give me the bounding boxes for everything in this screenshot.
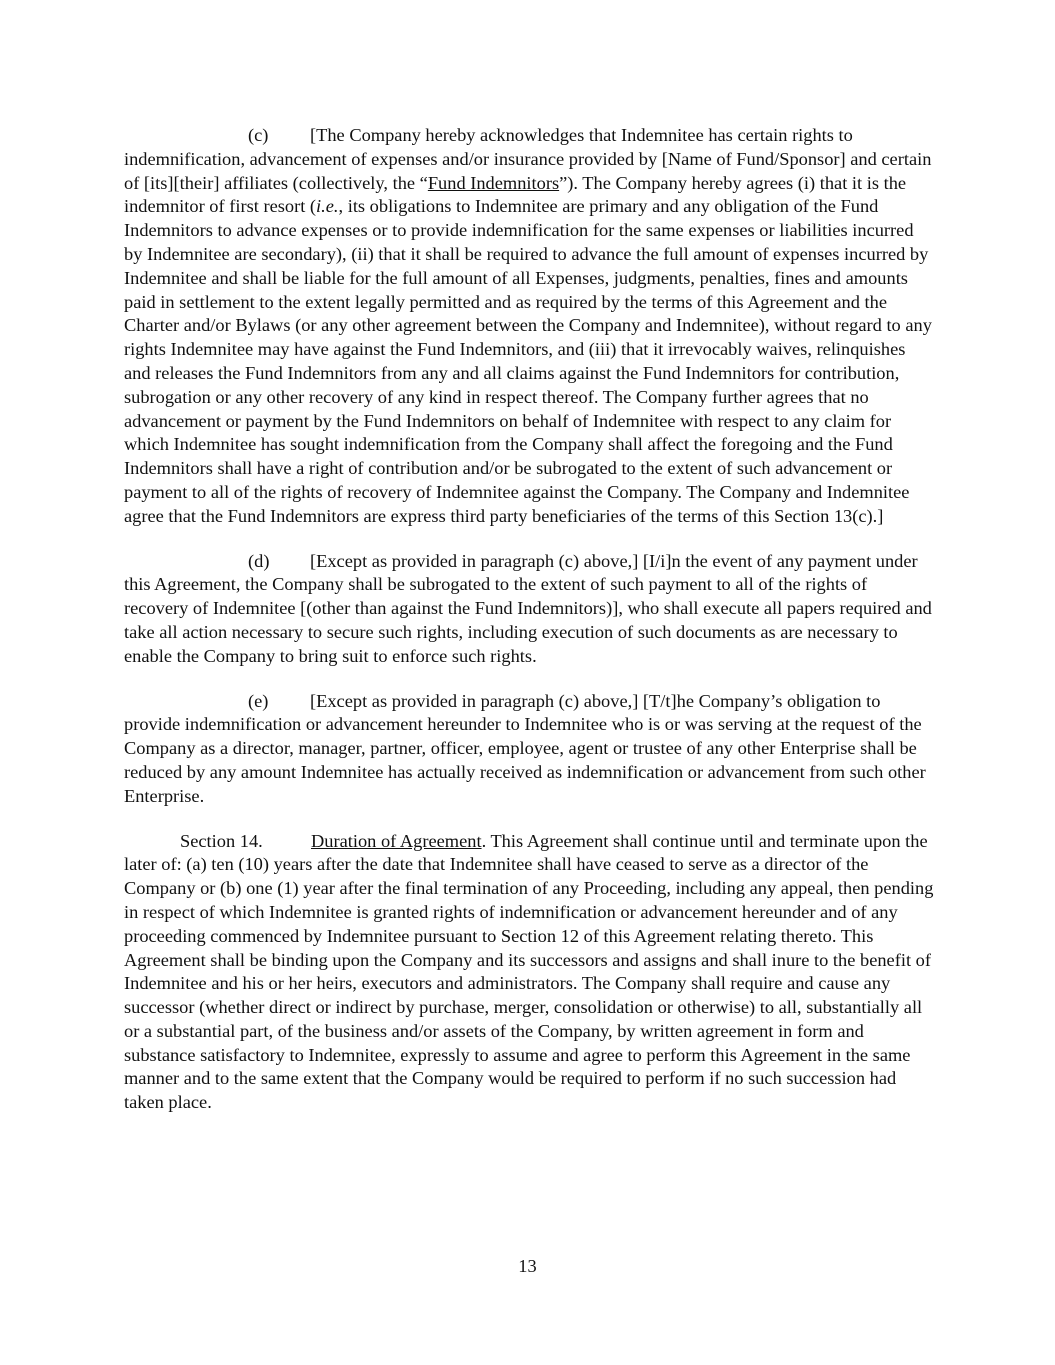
paragraph-text: [The Company hereby acknowledges that Indemnitee has certain rights to indemnification, advancement of expenses and/or insurance provided by [Name of Fund/Sponsor] and certain of [its][their] affiliates (collectively, the “ (124, 125, 932, 193)
paragraph-label: (e) (248, 690, 269, 711)
defined-term: Fund Indemnitors (427, 172, 560, 193)
paragraph-text: ”). The Company hereby agrees (i) that it is the indemnitor of first resort ( (124, 172, 907, 217)
paragraph-label: (c) (248, 125, 269, 145)
italic-abbreviation: i.e. (316, 196, 339, 217)
paragraph-13c (124, 124, 934, 529)
paragraph-text: [Except as provided in paragraph (c) above,] [I/i]n the event of any payment under this Agreement, the Company shall be subrogated to the extent of such payment to all of the rights of recovery of Indemnitee [(other than against the Fund Indemnitors)], who shall execute all papers required and take all action necessary to secure such rights, including execution of such documents as are necessary to enable the Company to bring suit to enforce such rights. (124, 550, 932, 666)
section-label: Section 14. (180, 830, 263, 851)
section-14 (124, 830, 934, 1116)
section-text: . This Agreement shall continue until and terminate upon the later of: (a) ten (10) years after the date that Indemnitee shall have ceased to serve as a director of the Company or (b) one (1) year after the final termination of any Proceeding, including any appeal, then pending in respect of which Indemnitee is granted rights of indemnification or advancement hereunder and of any proceeding commenced by Indemnitee pursuant to Section 12 of this Agreement relating thereto. This Agreement shall be binding upon the Company and its successors and assigns and shall inure to the benefit of Indemnitee and his or her heirs, executors and administrators. The Company shall require and cause any successor (whether direct or indirect by purchase, merger, consolidation or otherwise) to all, substantially all or a substantial part, of the business and/or assets of the Company, by written agreement in form and substance satisfactory to Indemnitee, expressly to assume and agree to perform this Agreement in the same manner and to the same extent that the Company would be required to perform if no such succession had taken place. (124, 830, 934, 1113)
document-body (124, 124, 934, 1136)
paragraph-13e (124, 690, 934, 809)
paragraph-text: , its obligations to Indemnitee are primary and any obligation of the Fund Indemnitors to advance expenses or to provide indemnification for the same expenses or liabilities incurred by Indemnitee are secondary), (ii) that it shall be required to advance the full amount of expenses incurred by Indemnitee and shall be liable for the full amount of all Expenses, judgments, penalties, fines and amounts paid in settlement to the extent legally permitted and as required by the terms of this Agreement and the Charter and/or Bylaws (or any other agreement between the Company and Indemnitee), without regard to any rights Indemnitee may have against the Fund Indemnitors, and (iii) that it irrevocably waives, relinquishes and releases the Fund Indemnitors from any and all claims against the Fund Indemnitors for contribution, subrogation or any other recovery of any kind in respect thereof. The Company further agrees that no advancement or payment by the Fund Indemnitors on behalf of Indemnitee with respect to any claim for which Indemnitee has sought indemnification from the Company shall affect the foregoing and the Fund Indemnitors shall have a right of contribution and/or be subrogated to the extent of such advancement or payment to all of the rights of recovery of Indemnitee against the Company. The Company and Indemnitee agree that the Fund Indemnitors are express third party beneficiaries of the terms of this Section 13(c).] (124, 196, 932, 526)
paragraph-label: (d) (248, 550, 270, 571)
paragraph-text: [Except as provided in paragraph (c) above,] [T/t]he Company’s obligation to provide indemnification or advancement hereunder to Indemnitee who is or was serving at the request of the Company as a director, manager, partner, officer, employee, agent or trustee of any other Enterprise shall be reduced by any amount Indemnitee has actually received as indemnification or advancement from such other Enterprise. (124, 690, 926, 806)
paragraph-13d (124, 550, 934, 669)
page-number: 13 (518, 1256, 537, 1276)
section-heading: Duration of Agreement (311, 830, 482, 851)
